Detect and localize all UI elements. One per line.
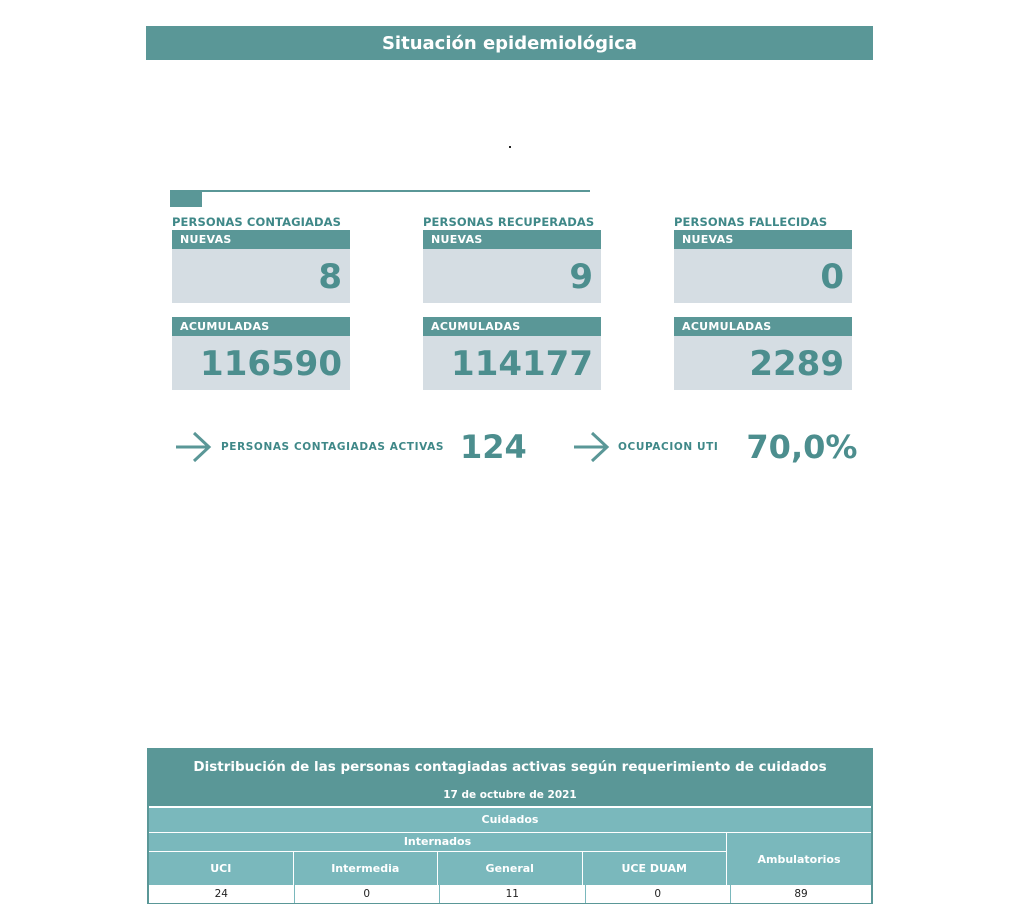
column-contagiadas bbox=[172, 214, 350, 390]
kpi-activas bbox=[174, 428, 527, 466]
section-divider-line bbox=[170, 190, 590, 192]
table-row bbox=[149, 885, 871, 903]
table-date: 17 de octubre de 2021 bbox=[443, 789, 577, 801]
column-recuperadas bbox=[423, 214, 601, 390]
nuevas-label: NUEVAS bbox=[423, 230, 601, 249]
acumuladas-value: 116590 bbox=[172, 336, 350, 390]
table-title: Distribución de las personas contagiadas activas según requerimiento de cuidados bbox=[193, 759, 827, 775]
acumuladas-value: 2289 bbox=[674, 336, 852, 390]
kpi-uti-value: 70,0% bbox=[746, 428, 858, 466]
kpi-activas-label: PERSONAS CONTAGIADAS ACTIVAS bbox=[221, 441, 444, 453]
section-divider-tab bbox=[170, 192, 202, 207]
nuevas-label: NUEVAS bbox=[172, 230, 350, 249]
kpi-uti bbox=[572, 428, 857, 466]
header-intermedia: Intermedia bbox=[294, 852, 439, 885]
cell-intermedia: 0 bbox=[295, 885, 441, 903]
column-fallecidas bbox=[674, 214, 852, 390]
column-title: PERSONAS CONTAGIADAS bbox=[172, 215, 342, 229]
stray-dot bbox=[509, 146, 511, 148]
cell-uce-duam: 0 bbox=[586, 885, 732, 903]
arrow-right-icon bbox=[572, 429, 612, 465]
cell-ambulatorios: 89 bbox=[731, 885, 871, 903]
kpi-uti-label: OCUPACION UTI bbox=[618, 441, 719, 453]
cell-general: 11 bbox=[440, 885, 586, 903]
page-title-banner bbox=[146, 26, 873, 60]
nuevas-value: 0 bbox=[674, 249, 852, 303]
acumuladas-label: ACUMULADAS bbox=[423, 317, 601, 336]
arrow-right-icon bbox=[174, 429, 214, 465]
nuevas-label: NUEVAS bbox=[674, 230, 852, 249]
header-general: General bbox=[438, 852, 583, 885]
column-title: PERSONAS RECUPERADAS bbox=[423, 215, 595, 229]
cell-uci: 24 bbox=[149, 885, 295, 903]
acumuladas-label: ACUMULADAS bbox=[172, 317, 350, 336]
header-uci: UCI bbox=[149, 852, 294, 885]
nuevas-value: 8 bbox=[172, 249, 350, 303]
internados-header: Internados bbox=[149, 833, 727, 852]
header-uce-duam: UCE DUAM bbox=[583, 852, 728, 885]
distribution-table bbox=[147, 748, 873, 904]
acumuladas-value: 114177 bbox=[423, 336, 601, 390]
column-title: PERSONAS FALLECIDAS bbox=[674, 215, 828, 229]
header-ambulatorios: Ambulatorios bbox=[727, 833, 871, 885]
page-title: Situación epidemiológica bbox=[381, 32, 638, 54]
nuevas-value: 9 bbox=[423, 249, 601, 303]
column-header-grid bbox=[149, 833, 871, 885]
acumuladas-label: ACUMULADAS bbox=[674, 317, 852, 336]
kpi-activas-value: 124 bbox=[459, 428, 527, 466]
cuidados-header: Cuidados bbox=[149, 806, 871, 833]
table-header bbox=[149, 750, 871, 806]
